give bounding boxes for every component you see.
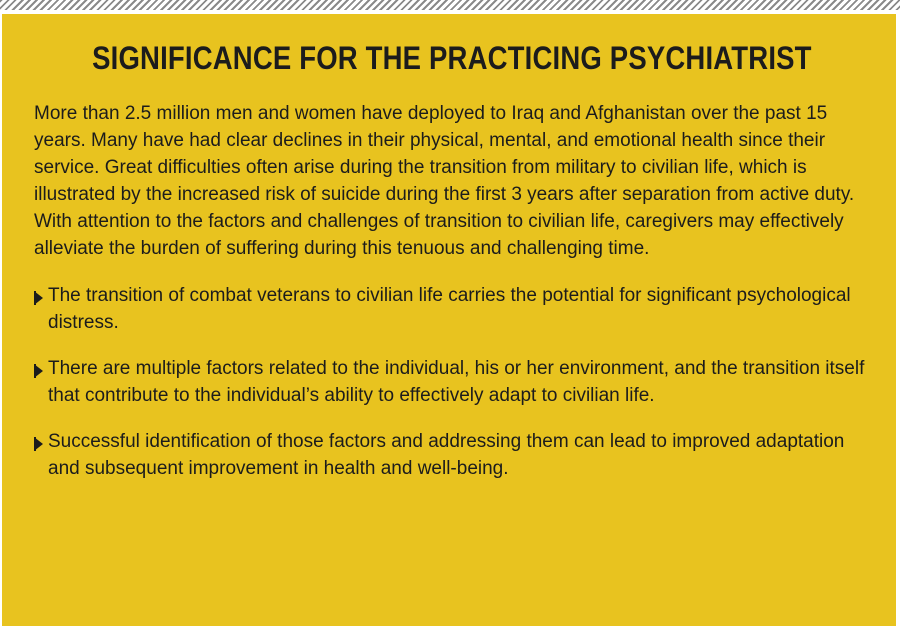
right-triangle-bullet-icon bbox=[34, 437, 43, 451]
right-triangle-bullet-icon bbox=[34, 364, 43, 378]
box-paragraph: More than 2.5 million men and women have deployed to Iraq and Afghanistan over the past 15 years. Many have had clear declines in their physical, mental, and emotional health since their service. Great difficulties often arise during the transition from military to civilian life, which is illustrated by the increased risk of suicide during the first 3 years after separation from active duty. With attention to the factors and challenges of transition to civilian life, caregivers may effectively alleviate the burden of suffering during this tenuous and challenging time. bbox=[34, 103, 855, 259]
sidebar-box bbox=[2, 14, 896, 626]
right-triangle-bullet-icon bbox=[34, 291, 43, 305]
list-item-text: The transition of combat veterans to civilian life carries the potential for significant psychological distress. bbox=[48, 285, 851, 333]
list-item bbox=[34, 428, 868, 482]
box-title: SIGNIFICANCE FOR THE PRACTICING PSYCHIATRIST bbox=[92, 40, 812, 76]
list-item bbox=[34, 355, 868, 409]
list-item bbox=[34, 282, 868, 336]
bullet-list bbox=[34, 282, 868, 482]
decorative-stripe-border bbox=[0, 0, 900, 10]
list-item-text: There are multiple factors related to the individual, his or her environment, and the transition itself that contribute to the individual’s ability to effectively adapt to civilian life. bbox=[48, 358, 865, 406]
list-item-text: Successful identification of those factors and addressing them can lead to improved adaptation and subsequent improvement in health and well-being. bbox=[48, 431, 845, 479]
